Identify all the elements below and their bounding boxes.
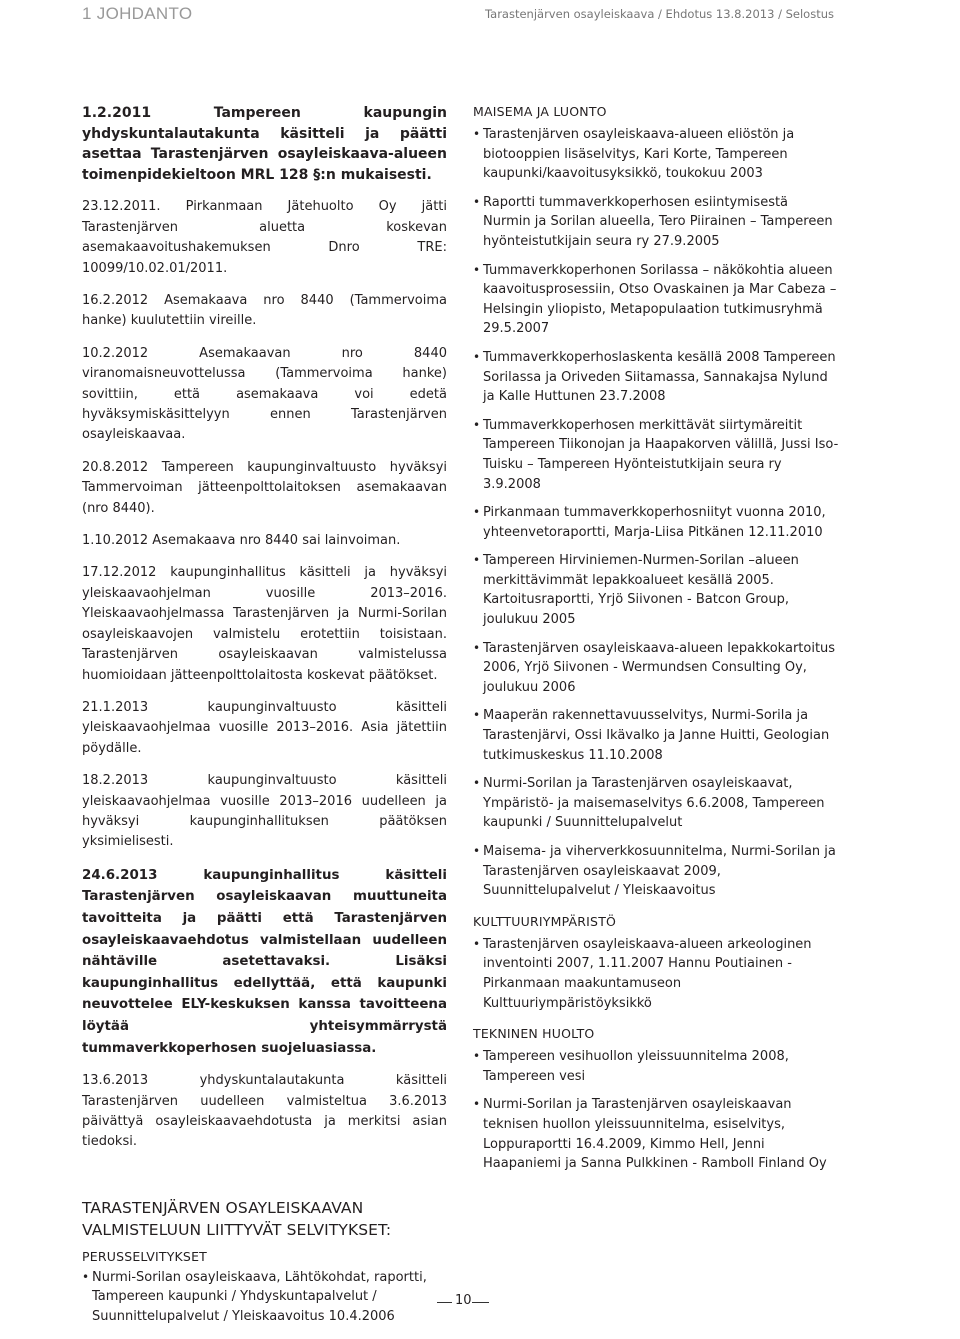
list-item: • Tarastenjärven osayleiskaava-alueen arkeologinen inventointi 2007, 1.11.2007 Hannu Poutiainen - Pirkanmaan maakuntamuseon Kulttuuriympäristöyksikkö xyxy=(473,935,839,1013)
list-item: • Tampereen Hirviniemen-Nurmen-Sorilan –alueen merkittävimmät lepakkoalueet kesällä 2005. Kartoitusraportti, Yrjö Siivonen - Batcon Group, joulukuu 2005 xyxy=(473,551,839,629)
list-item: • Tampereen vesihuollon yleissuunnitelma 2008, Tampereen vesi xyxy=(473,1047,839,1086)
paragraph-2013-06-13: 13.6.2013 yhdyskuntalautakunta käsitteli Tarastenjärven uudelleen valmisteltua 3.6.2013 päivättyä osayleiskaavaehdotusta ja merkitsi asian tiedoksi. xyxy=(82,1073,447,1150)
paragraph-2012-12-17: 17.12.2012 kaupunginhallitus käsitteli ja hyväksyi yleiskaavaohjelman vuosille 2013–2016. Yleiskaavaohjelmassa Tarastenjärven ja Nurmi-Sorilan osayleiskaavojen valmistelu erotettiin toisistaan. Tarastenjärven osayleiskaavan valmistelussa huomioidaan jätteenpolttolaitosta koskevat päätökset. xyxy=(82,565,447,683)
right-column xyxy=(473,103,839,1186)
paragraph-2013-02-18: 18.2.2013 kaupunginvaltuusto käsitteli yleiskaavaohjelmaa vuosille 2013–2016 uudelleen ja hyväksyi kaupunginhallituksen päätöksen yksimielisesti. xyxy=(82,773,447,850)
list-item: • Tummaverkkoperhosen merkittävät siirtymäreitit Tampereen Tiikonojan ja Haapakorven välillä, Jussi Iso-Tuisku – Tampereen Hyönteistutkijain seura ry 3.9.2008 xyxy=(473,416,839,494)
paragraph-2011-12-23: 23.12.2011. Pirkanmaan Jätehuolto Oy jätti Tarastenjärven aluetta koskevan asemakaavoitushakemuksen Dnro TRE: 10099/10.02.01/2011. xyxy=(82,199,447,276)
maisema-title: MAISEMA JA LUONTO xyxy=(473,104,607,119)
list-item: • Tummaverkkoperhoslaskenta kesällä 2008 Tampereen Sorilassa ja Oriveden Siitamassa, Sannakajsa Nylund ja Kalle Huttunen 23.7.2008 xyxy=(473,348,839,407)
list-item: • Maisema- ja viherverkkosuunnitelma, Nurmi-Sorilan ja Tarastenjärven osayleiskaavat 2009, Suunnittelupalvelut / Yleiskaavoitus xyxy=(473,842,839,901)
paragraph-2011-02-01: 1.2.2011 Tampereen kaupungin yhdyskuntalautakunta käsitteli ja päätti asettaa Tarastenjärven osayleiskaava-alueen toimenpidekieltoon MRL 128 §:n mukaisesti. xyxy=(82,105,447,183)
left-column xyxy=(82,103,447,1339)
list-item: • Tarastenjärven osayleiskaava-alueen eliöstön ja biotooppien lisäselvitys, Kari Korte, Tampereen kaupunki/kaavoitusyksikkö, toukokuu 2003 xyxy=(473,125,839,184)
paragraph-2012-10-01: 1.10.2012 Asemakaava nro 8440 sai lainvoiman. xyxy=(82,533,401,549)
paragraph-2012-02-10: 10.2.2012 Asemakaavan nro 8440 viranomaisneuvottelussa (Tammervoima hanke) sovittiin, että asemakaava voi edetä hyväksymiskäsittelyyn ennen Tarastenjärven osayleiskaavaa. xyxy=(82,345,447,443)
perusselvitykset-list xyxy=(82,1268,447,1327)
list-item: • Nurmi-Sorilan ja Tarastenjärven osayleiskaavan teknisen huollon yleissuunnitelma, esiselvitys, Loppuraportti 16.4.2009, Kimmo Hell, Jenni Haapaniemi ja Sanna Pulkkinen - Ramboll Finland Oy xyxy=(473,1095,839,1173)
maisema-list xyxy=(473,125,839,901)
list-item: • Maaperän rakennettavuusselvitys, Nurmi-Sorila ja Tarastenjärvi, Ossi Ikävalko ja Janne Huitti, Geologian tutkimuskeskus 11.10.2008 xyxy=(473,706,839,765)
page-number: 10 xyxy=(455,1293,472,1308)
paragraph-2013-06-24: 24.6.2013 kaupunginhallitus käsitteli Tarastenjärven osayleiskaavan muuttuneita tavoitteita ja päätti että Tarastenjärven osayleiskaavaehdotus valmistellaan uudelleen nähtäville asetettavaksi. Lisäksi kaupunginhallitus edellyttää, että kaupunki neuvottelee ELY-keskuksen kanssa tavoitteena löytää yhteisymmärrystä tummaverkkoperhosen suojeluasiassa. xyxy=(82,867,447,1056)
list-item: • Tarastenjärven osayleiskaava-alueen lepakkokartoitus 2006, Yrjö Siivonen - Wermundsen Consulting Oy, joulukuu 2006 xyxy=(473,639,839,698)
document-reference: Tarastenjärven osayleiskaava / Ehdotus 13.8.2013 / Selostus xyxy=(485,7,834,21)
footer-rule-left xyxy=(437,1302,452,1303)
footer-rule-right xyxy=(472,1302,489,1303)
paragraph-2012-02-16: 16.2.2012 Asemakaava nro 8440 (Tammervoima hanke) kuulutettiin vireille. xyxy=(82,293,447,329)
paragraph-2013-01-21: 21.1.2013 kaupunginvaltuusto käsitteli yleiskaavaohjelmaa vuosille 2013–2016. Asia jätettiin pöydälle. xyxy=(82,699,447,756)
list-item: • Pirkanmaan tummaverkkoperhosniityt vuonna 2010, yhteenvetoraportti, Marja-Liisa Pitkänen 12.11.2010 xyxy=(473,503,839,542)
list-item: • Nurmi-Sorilan ja Tarastenjärven osayleiskaavat, Ympäristö- ja maisemaselvitys 6.6.2008, Tampereen kaupunki / Suunnittelupalvelut xyxy=(473,774,839,833)
tekninen-list xyxy=(473,1047,839,1174)
list-item: • Nurmi-Sorilan osayleiskaava, Lähtökohdat, raportti, Tampereen kaupunki / Yhdyskuntapalvelut / Suunnittelupalvelut / Yleiskaavoitus 10.4.2006 xyxy=(82,1268,447,1327)
paragraph-2012-08-20: 20.8.2012 Tampereen kaupunginvaltuusto hyväksyi Tammervoiman jätteenpolttolaitoksen asemakaavan (nro 8440). xyxy=(82,459,447,516)
chapter-title: 1 JOHDANTO xyxy=(82,4,193,23)
list-item: • Tummaverkkoperhonen Sorilassa – näkökohtia alueen kaavoitusprosessiin, Otso Ovaskainen ja Mar Cabeza – Helsingin yliopisto, Metapopulaation tutkimusryhmä 29.5.2007 xyxy=(473,261,839,339)
tekninen-title: TEKNINEN HUOLTO xyxy=(473,1026,595,1042)
kulttuuri-list xyxy=(473,935,839,1013)
section-title: TARASTENJÄRVEN OSAYLEISKAAVAN VALMISTELUUN LIITTYVÄT SELVITYKSET: xyxy=(82,1198,392,1239)
list-item: • Raportti tummaverkkoperhosen esiintymisestä Nurmin ja Sorilan alueella, Tero Piirainen – Tampereen hyönteistutkijain seura ry 27.9.2005 xyxy=(473,193,839,252)
subsection-title-perusselvitykset: PERUSSELVITYKSET xyxy=(82,1248,208,1264)
kulttuuri-title: KULTTUURIYMPÄRISTÖ xyxy=(473,913,617,929)
